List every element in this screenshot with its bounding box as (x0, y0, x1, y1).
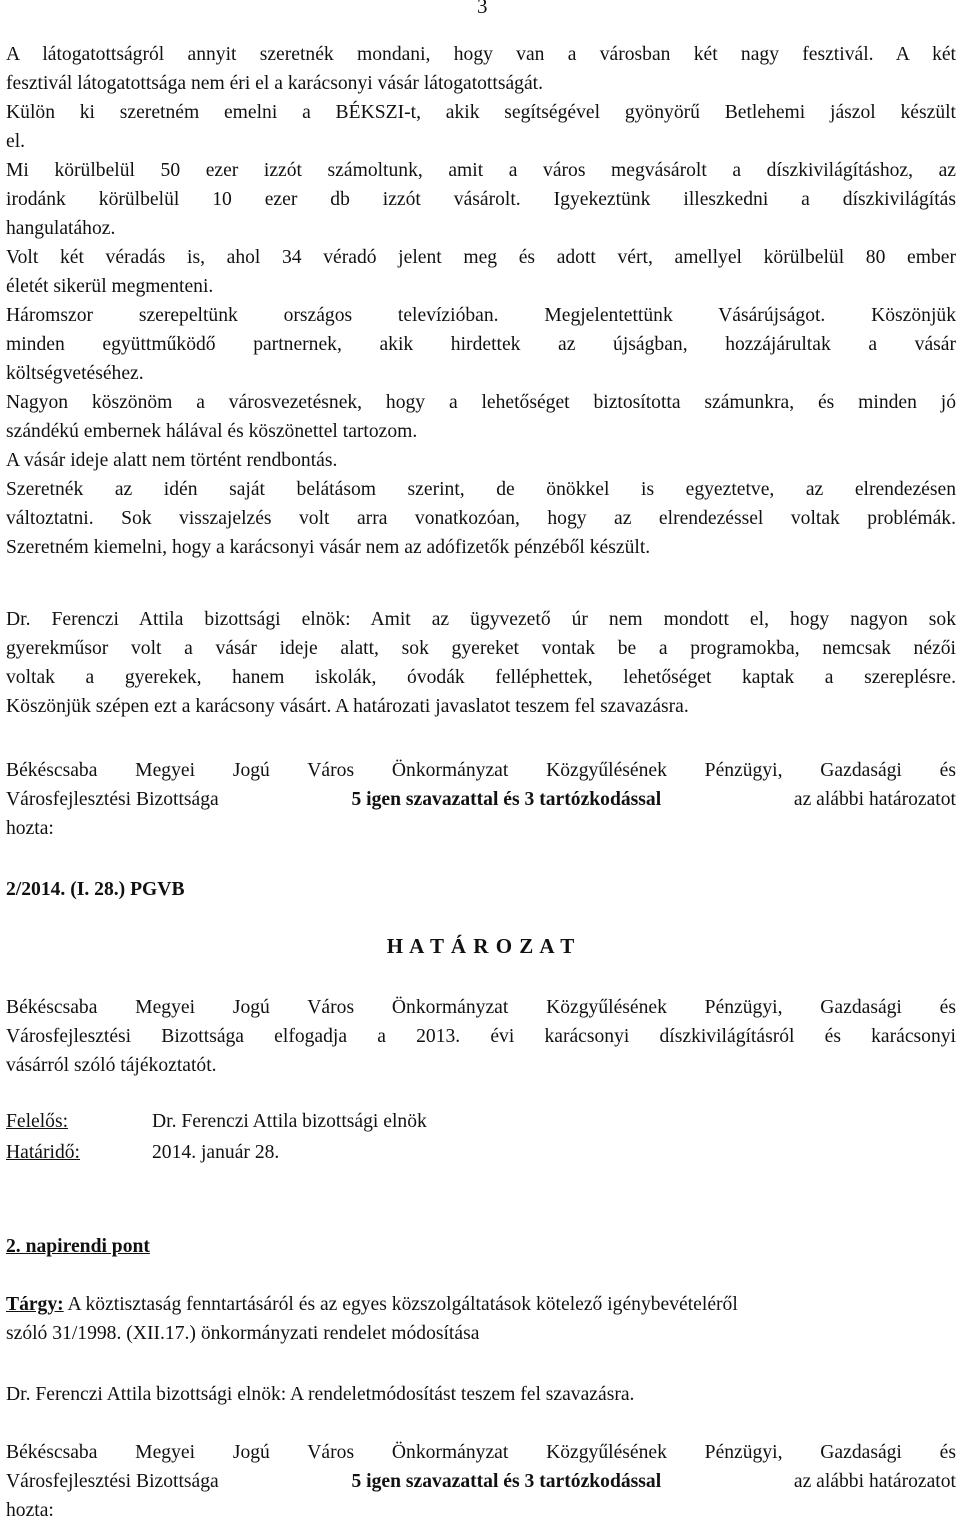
text-line: hangulatához. (6, 218, 116, 239)
text-line: Békéscsaba Megyei Jogú Város Önkormányzat Közgyűlésének Pénzügyi, Gazdasági és (6, 760, 956, 781)
text-line: Dr. Ferenczi Attila bizottsági elnök: Amit az ügyvezető úr nem mondott el, hogy nagyon sok (6, 609, 956, 630)
report-paragraph (6, 40, 956, 562)
subject-paragraph (6, 1290, 956, 1348)
text-line: változtatni. Sok visszajelzés volt arra vonatkozóan, hogy az elrendezéssel voltak problémák. (6, 508, 956, 529)
text-line: irodánk körülbelül 10 ezer db izzót vásárolt. Igyekeztünk illeszkedni a díszkivilágítás (6, 189, 956, 210)
resolution-number: 2/2014. (I. 28.) PGVB (6, 879, 185, 900)
text-line: minden együttműködő partnernek, akik hirdettek az újságban, hozzájárultak a vásár (6, 334, 956, 355)
text-span: Városfejlesztési Bizottsága (6, 789, 219, 810)
subject-first-line (6, 1290, 738, 1319)
text-line: voltak a gyerekek, hanem iskolák, óvodák felléphettek, lehetőséget kaptak a szereplésre. (6, 667, 956, 688)
text-line: Háromszor szerepeltünk országos televízióban. Megjelentettünk Vásárújságot. Köszönjük (6, 305, 956, 326)
chair-motion: Dr. Ferenczi Attila bizottsági elnök: A rendeletmódosítást teszem fel szavazásra. (6, 1384, 635, 1405)
vote-result: 5 igen szavazattal és 3 tartózkodással (351, 789, 662, 810)
agenda-item-heading: 2. napirendi pont (6, 1236, 150, 1257)
text-line: Szeretném kiemelni, hogy a karácsonyi vásár nem az adófizetők pénzéből készült. (6, 537, 651, 558)
responsible-value: Dr. Ferenczi Attila bizottsági elnök (152, 1111, 427, 1132)
vote-result: 5 igen szavazattal és 3 tartózkodással (351, 1471, 662, 1492)
text-line: Köszönjük szépen ezt a karácsony vásárt. A határozati javaslatot teszem fel szavazásra. (6, 696, 689, 717)
text-span: Városfejlesztési Bizottsága (6, 1471, 219, 1492)
text-line: életét sikerül megmenteni. (6, 276, 214, 297)
text-line: Volt két véradás is, ahol 34 véradó jelent meg és adott vért, amellyel körülbelül 80 ember (6, 247, 956, 268)
text-line: hozta: (6, 1500, 54, 1521)
text-line: Külön ki szeretném emelni a BÉKSZI-t, akik segítségével gyönyörű Betlehemi jászol készült (6, 102, 956, 123)
text-line: költségvetéséhez. (6, 363, 144, 384)
deadline-value: 2014. január 28. (152, 1142, 280, 1163)
text-line: el. (6, 131, 26, 152)
text-line: Nagyon köszönöm a városvezetésnek, hogy a lehetőséget biztosította számunkra, és minden jó (6, 392, 956, 413)
deadline-label: Határidő: (6, 1142, 80, 1163)
resolution-text (6, 993, 956, 1080)
text-line: Békéscsaba Megyei Jogú Város Önkormányzat Közgyűlésének Pénzügyi, Gazdasági és (6, 997, 956, 1018)
text-line: A vásár ideje alatt nem történt rendbontás. (6, 450, 338, 471)
text-span: az alábbi határozatot (793, 789, 956, 810)
text-line (6, 1467, 956, 1496)
page-number: 3 (477, 0, 488, 18)
text-line: hozta: (6, 818, 54, 839)
text-line: Mi körülbelül 50 ezer izzót számoltunk, amit a város megvásárolt a díszkivilágításhoz, az (6, 160, 956, 181)
text-line: gyerekműsor volt a vásár ideje alatt, sok gyereket vontak be a programokba, nemcsak nézői (6, 638, 956, 659)
text-line: szándékú embernek hálával és köszönettel tartozom. (6, 421, 418, 442)
text-line: Városfejlesztési Bizottsága elfogadja a 2013. évi karácsonyi díszkivilágításról és karácsonyi (6, 1026, 956, 1047)
text-span: az alábbi határozatot (793, 1471, 956, 1492)
chair-comment-paragraph (6, 605, 956, 721)
subject-label: Tárgy: (6, 1294, 64, 1315)
vote-paragraph-2 (6, 1438, 956, 1525)
text-line: A látogatottságról annyit szeretnék mondani, hogy van a városban két nagy fesztivál. A két (6, 44, 956, 65)
text-line: fesztivál látogatottsága nem éri el a karácsonyi vásár látogatottságát. (6, 73, 543, 94)
subject-text: A köztisztaság fenntartásáról és az egyes közszolgáltatások kötelező igénybevételéről (67, 1294, 738, 1315)
vote-paragraph (6, 756, 956, 843)
text-line (6, 785, 956, 814)
text-line: Békéscsaba Megyei Jogú Város Önkormányzat Közgyűlésének Pénzügyi, Gazdasági és (6, 1442, 956, 1463)
responsible-label: Felelős: (6, 1111, 69, 1132)
text-line: vásárról szóló tájékoztatót. (6, 1055, 217, 1076)
resolution-heading: H A T Á R O Z A T (386, 934, 576, 958)
text-line (6, 1290, 956, 1319)
text-line: Szeretnék az idén saját belátásom szerint, de önökkel is egyeztetve, az elrendezésen (6, 479, 956, 500)
text-line: szóló 31/1998. (XII.17.) önkormányzati rendelet módosítása (6, 1323, 480, 1344)
